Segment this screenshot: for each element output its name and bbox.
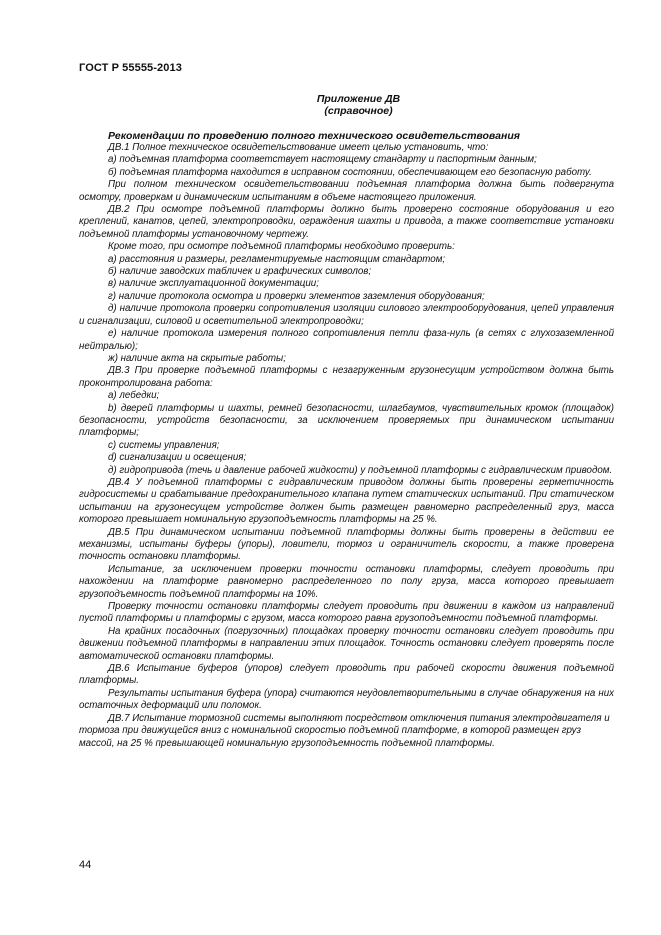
paragraph: ж) наличие акта на скрытые работы; (108, 352, 286, 364)
paragraph: с) системы управления; (108, 439, 220, 451)
paragraph: ДВ.7 Испытание тормозной системы выполняют посредством отключения питания электродвигателя и тормоза при движущейся вниз с номинальной скоростью подъемной платформе, в которой размещен груз массой, на 25 % превышающей номинальную грузоподъемность подъемной платформы. (79, 712, 610, 749)
paragraph: д) наличие протокола проверки сопротивления изоляции силового электрооборудования, цепей управления и сигнализации, силовой и осветительной электропроводки; (79, 303, 614, 327)
paragraph: а) подъемная платформа соответствует настоящему стандарту и паспортным данным; (108, 154, 537, 166)
paragraph: Испытание, за исключением проверки точности остановки платформы, следует проводить при нахождении на платформе равномерно распределенного по полу груза, масса которого превышает грузоподъемность подъемной платформы на 10%. (79, 563, 614, 600)
paragraph: б) наличие заводских табличек и графических символов; (108, 266, 372, 278)
paragraph: д) гидропривода (течь и давление рабочей жидкости) у подъемной платформы с гидравлическим приводом. (108, 464, 613, 476)
paragraph: b) дверей платформы и шахты, ремней безопасности, шлагбаумов, чувствительных кромок (площадок) безопасности, устройств безопасности, за исключением проверяемых при динамическом испытании платформы; (79, 402, 614, 439)
paragraph: ДВ.1 Полное техническое освидетельствование имеет целью установить, что: (108, 142, 489, 153)
paragraph: На крайних посадочных (погрузочных) площадках проверку точности остановки следует проводить при движении подъемной платформы в направлении этих площадок. Точность остановки следует проверять после автоматической остановки платформы. (79, 625, 614, 662)
body-text (79, 142, 614, 750)
paragraph: б) подъемная платформа находится в исправном состоянии, обеспечивающем его безопасную работу. (108, 166, 592, 178)
page-number: 44 (79, 859, 92, 871)
paragraph: Кроме того, при осмотре подъемной платформы необходимо проверить: (108, 241, 455, 253)
appendix-title: Приложение ДВ (316, 93, 401, 105)
appendix-subtitle: (справочное) (324, 105, 393, 117)
section-title: Рекомендации по проведению полного технического освидетельствования (108, 130, 520, 142)
paragraph: d) сигнализации и освещения; (108, 452, 247, 464)
paragraph: ДВ.2 При осмотре подъемной платформы должно быть проверено состояние оборудования и его креплений, канатов, цепей, электропроводки, ограждения шахты и привода, а также соответствие установки подъемной платформы установочному чертежу. (79, 204, 614, 240)
paragraph: ДВ.3 При проверке подъемной платформы с незагруженным грузонесущим устройством должна быть проконтролирована работа: (79, 365, 614, 389)
paragraph: в) наличие эксплуатационной документации; (108, 278, 319, 290)
paragraph: ДВ.5 При динамическом испытании подъемной платформы должны быть проверены в действии ее механизмы, испытаны буферы (упоры), ловители, тормоз и ограничитель скорости, а также проверена точность остановки платформы. (79, 526, 614, 563)
document-code: ГОСТ Р 55555-2013 (79, 62, 182, 74)
paragraph: а) лебедки; (108, 390, 160, 402)
paragraph: е) наличие протокола измерения полного сопротивления петли фаза-нуль (в сетях с глухозаземленной нейтралью); (79, 328, 614, 352)
paragraph: ДВ.4 У подъемной платформы с гидравлическим приводом должны быть проверены герметичность гидросистемы и срабатывание предохранительного клапана путем статических испытаний. При статическом испытании на грузонесущем устройстве должен быть размещен равномерно распределенный груз, масса которого превышает номинальную грузоподъемность платформы на 25 %. (79, 476, 614, 526)
paragraph: Проверку точности остановки платформы следует проводить при движении в каждом из направлений пустой платформы и платформы с грузом, масса которого равна грузоподъемности подъемной платформы. (79, 601, 614, 625)
paragraph: г) наличие протокола осмотра и проверки элементов заземления оборудования; (108, 290, 485, 302)
paragraph: а) расстояния и размеры, регламентируемые настоящим стандартом; (108, 253, 446, 265)
paragraph: ДВ.6 Испытание буферов (упоров) следует проводить при рабочей скорости движения подъемной платформы. (79, 663, 614, 687)
paragraph: Результаты испытания буфера (упора) считаются неудовлетворительными в случае обнаружения на них остаточных деформаций или поломок. (79, 687, 614, 712)
paragraph: При полном техническом освидетельствовании подъемная платформа должна быть подвергнута осмотру, проверкам и динамическим испытаниям в объеме настоящего приложения. (79, 179, 614, 203)
